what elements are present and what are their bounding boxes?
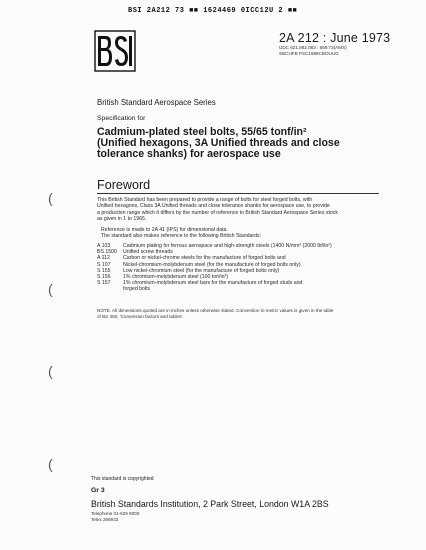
text-line: a production range which it differs by the number of reference to British Standard Aerospace Series stock: [97, 209, 338, 216]
reference-tail: forged bolts: [123, 286, 151, 293]
reference-code: S 157: [97, 280, 111, 287]
reference-text: Nickel-chromium-molybdenum steel (for the manufacture of forged bolts only): [123, 261, 301, 268]
reference-code: A 103: [97, 243, 111, 249]
bsi-logo-icon: [94, 30, 136, 72]
spec-for-label: Specification for: [97, 115, 146, 122]
reference-code: S 155: [97, 267, 111, 274]
publisher-address: British Standards Institution, 2 Park Street, London W1A 2BS: [91, 499, 329, 509]
title-line: (Unified hexagons, 3A Unified threads and close: [97, 137, 340, 150]
text-line: of BS 350, 'Conversion factors and tables'.: [97, 313, 184, 319]
udc-line: UDC 621.882.083 : 669.73(AMS): [279, 45, 347, 50]
foreword-paragraph-1: [97, 197, 338, 223]
telex: Telex 266933: [91, 516, 119, 522]
standard-info: [279, 45, 347, 57]
document-title: [97, 127, 397, 161]
price-group: Gr 3: [91, 487, 105, 494]
standard-number: 2A 212 : June 1973: [279, 31, 391, 45]
punch-mark: (: [48, 281, 53, 297]
print-code-strip: BSI 2A212 73 ■■ 1624469 0ICC12U 2 ■■: [128, 7, 298, 15]
reference-code: S 107: [97, 261, 111, 268]
reference-text: Unified screw threads: [123, 249, 173, 256]
reference-text: Cadmium plating for ferrous aerospace and high-strength steels (1400 N/mm² (2000 lbf/in²): [123, 243, 332, 249]
reference-text: 1% chromium-molybdenum steel bars for the manufacture of forged studs and: [123, 280, 303, 287]
telephone: Telephone 01-629 9000: [91, 511, 140, 516]
text-line: Unified hexagons, Class 3A Unified threads and close tolerance shanks for aerospace use, to provide: [97, 203, 330, 210]
punch-mark: (: [48, 456, 53, 472]
reference-text: Low nickel-chromium steel (for the manufacture of forged bolts only): [123, 267, 280, 274]
series-title: British Standard Aerospace Series: [97, 98, 216, 107]
title-line: tolerance shanks) for aerospace use: [97, 148, 281, 161]
reference-code: BS 1500: [97, 249, 117, 256]
text-line: as given in 1 to 1965.: [97, 216, 147, 223]
reference-code: A 112: [97, 255, 110, 262]
foreword-rule: [97, 193, 379, 194]
title-line: Cadmium-plated steel bolts, 55/65 tonf/in²: [97, 126, 307, 138]
text-line: NOTE. All dimensions quoted are in inches unless otherwise stated. Conversion to metric values is given in the table: [97, 308, 334, 313]
publisher-contact: [91, 511, 139, 523]
reference-text: 1% chromium-molybdenum steel (100 ton/in²): [123, 273, 228, 280]
foreword-heading: Foreword: [97, 178, 151, 192]
reference-row: [97, 286, 332, 292]
text-line: The standard also makes reference to the following British Standards:: [101, 233, 262, 240]
reference-code: S 156: [97, 273, 111, 280]
punch-mark: (: [48, 363, 53, 379]
foreword-paragraph-2: [101, 227, 261, 240]
reference-text: Carbon or nickel-chrome steels for the manufacture of forged bolts and: [123, 255, 286, 262]
text-line: Reference is made to 2A 41 (IPS) for dimensional data.: [101, 227, 228, 233]
punch-mark: (: [48, 190, 53, 206]
foreword-note: [97, 308, 333, 320]
copyright-notice: This standard is copyrighted: [91, 476, 154, 482]
text-line: This British Standard has been prepared to provide a range of bolts for steel forged bolts, with: [97, 197, 313, 203]
classification-line: SBCHFB PSC1988CBOUUG: [279, 50, 339, 56]
reference-list: [97, 243, 332, 293]
